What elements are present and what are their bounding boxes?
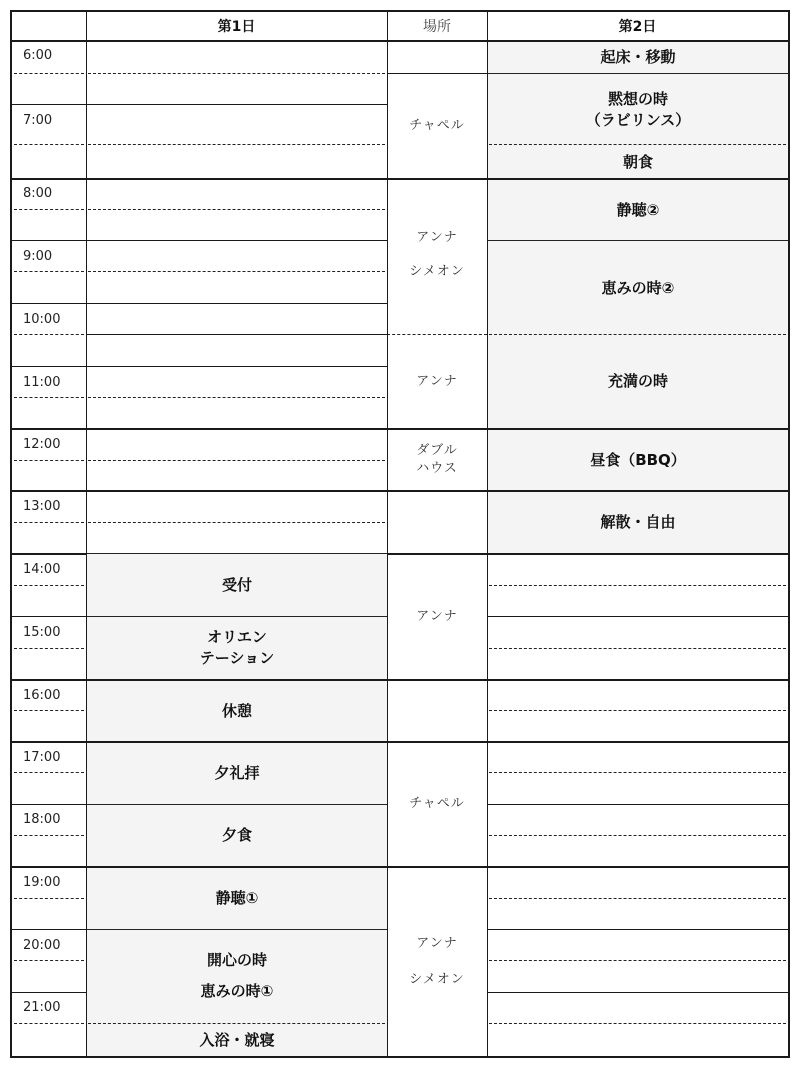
time-label: 8:00: [23, 186, 53, 201]
time-label: 14:00: [23, 562, 61, 577]
place-cell: [387, 179, 487, 334]
row-divider: [12, 240, 86, 241]
row-divider: [86, 240, 387, 241]
place-label: アンナ: [416, 373, 458, 389]
row-divider: [487, 553, 788, 555]
row-divider: [14, 648, 84, 649]
row-divider: [12, 104, 86, 105]
row-divider: [487, 804, 788, 805]
row-divider: [86, 334, 387, 335]
activity-label: 朝食: [622, 152, 653, 171]
activity-label: 夕食: [221, 826, 252, 844]
place-label: アンナ: [416, 230, 458, 245]
row-divider: [86, 178, 387, 180]
row-divider: [14, 460, 84, 461]
activity-block: [87, 679, 387, 742]
row-divider: [487, 741, 788, 743]
place-label: シメオン: [409, 972, 465, 987]
place-label: チャペル: [409, 796, 465, 811]
time-label: 20:00: [23, 938, 61, 953]
row-divider: [487, 866, 788, 868]
row-divider: [489, 835, 786, 836]
row-divider: [489, 648, 786, 649]
row-divider: [14, 73, 84, 74]
row-divider: [12, 866, 86, 868]
time-label: 12:00: [23, 437, 61, 452]
activity-label: 休憩: [221, 701, 252, 720]
activity-block: [87, 616, 387, 680]
time-label: 17:00: [23, 750, 61, 765]
row-divider: [489, 710, 786, 711]
activity-label: 静聴①: [215, 889, 259, 907]
time-label: 9:00: [23, 249, 53, 264]
activity-label: 昼食（BBQ）: [590, 450, 686, 469]
row-divider: [489, 1023, 786, 1024]
activity-block: [488, 240, 788, 335]
row-divider: [12, 178, 86, 180]
row-divider: [88, 73, 385, 74]
activity-block: [488, 178, 788, 241]
time-label: 13:00: [23, 499, 61, 514]
row-divider: [489, 898, 786, 899]
activity-label: 起床・移動: [600, 48, 676, 66]
row-divider: [12, 553, 86, 555]
activity-block: [488, 490, 788, 554]
row-divider: [387, 679, 487, 681]
time-label: 15:00: [23, 625, 61, 640]
time-label: 21:00: [23, 1000, 61, 1015]
activity-block: [87, 929, 387, 1024]
row-divider: [88, 397, 385, 398]
place-label: ハウス: [416, 460, 458, 476]
row-divider: [14, 898, 84, 899]
row-divider: [14, 960, 84, 961]
place-cell: [387, 335, 487, 428]
row-divider: [14, 585, 84, 586]
time-label: 11:00: [23, 375, 61, 390]
row-divider: [12, 303, 86, 304]
row-divider: [14, 710, 84, 711]
row-divider: [489, 585, 786, 586]
activity-label: 開心の時: [206, 951, 267, 969]
row-divider: [14, 1023, 84, 1024]
place-cell: [387, 74, 487, 178]
row-divider: [12, 992, 86, 993]
place-cell: [387, 742, 487, 866]
activity-label: テーション: [199, 649, 275, 667]
row-divider: [14, 522, 84, 523]
place-cell: [387, 867, 487, 1056]
row-divider: [12, 366, 86, 367]
row-divider: [14, 271, 84, 272]
row-divider: [88, 271, 385, 272]
header-day2: 第2日: [487, 12, 788, 42]
row-divider: [88, 209, 385, 210]
row-divider: [86, 490, 387, 492]
activity-block: [488, 42, 788, 74]
row-divider: [489, 772, 786, 773]
header-time-cell: [12, 12, 86, 42]
time-label: 18:00: [23, 812, 61, 827]
activity-block: [87, 866, 387, 930]
time-label: 10:00: [23, 312, 61, 327]
row-divider: [487, 616, 788, 617]
activity-block: [488, 428, 788, 491]
row-divider: [14, 334, 84, 335]
header-day1: 第1日: [86, 12, 387, 42]
row-divider: [14, 772, 84, 773]
activity-label: 解散・自由: [600, 513, 676, 531]
time-label: 7:00: [23, 113, 53, 128]
time-label: 19:00: [23, 875, 61, 890]
activity-block: [87, 741, 387, 805]
row-divider: [487, 929, 788, 930]
activity-label: 充満の時: [607, 372, 668, 390]
row-divider: [14, 397, 84, 398]
activity-label: 恵みの時①: [200, 982, 274, 1000]
time-label: 16:00: [23, 688, 61, 703]
place-label: ダブル: [416, 442, 458, 458]
row-divider: [86, 366, 387, 367]
row-divider: [489, 960, 786, 961]
row-divider: [86, 104, 387, 105]
activity-label: 静聴②: [616, 200, 660, 219]
activity-block: [488, 335, 788, 429]
activity-label: オリエン: [207, 628, 267, 646]
row-divider: [12, 804, 86, 805]
place-label: アンナ: [416, 936, 458, 951]
row-divider: [387, 490, 487, 492]
activity-label: 恵みの時②: [601, 278, 675, 297]
activity-label: （ラビリンス）: [585, 110, 691, 129]
row-divider: [86, 303, 387, 304]
place-cell: [387, 554, 487, 679]
row-divider: [88, 144, 385, 145]
activity-block: [488, 145, 788, 179]
row-divider: [88, 522, 385, 523]
activity-label: 黙想の時: [607, 89, 668, 108]
activity-block: [488, 73, 788, 145]
row-divider: [86, 428, 387, 430]
row-divider: [12, 929, 86, 930]
place-label: シメオン: [409, 264, 465, 279]
activity-block: [87, 804, 387, 867]
row-divider: [12, 741, 86, 743]
row-divider: [487, 679, 788, 681]
row-divider: [12, 679, 86, 681]
header-place: 場所: [387, 12, 487, 42]
activity-label: 入浴・就寝: [199, 1030, 275, 1049]
activity-block: [87, 1024, 387, 1056]
row-divider: [14, 144, 84, 145]
place-label: アンナ: [416, 608, 458, 624]
row-divider: [14, 209, 84, 210]
place-cell: [387, 429, 487, 490]
row-divider: [12, 490, 86, 492]
row-divider: [88, 460, 385, 461]
activity-label: 夕礼拝: [214, 764, 260, 782]
activity-label: 受付: [221, 575, 252, 594]
activity-block: [87, 553, 387, 617]
row-divider: [12, 428, 86, 430]
place-label: チャペル: [409, 118, 465, 133]
row-divider: [14, 835, 84, 836]
row-divider: [487, 992, 788, 993]
row-divider: [12, 616, 86, 617]
time-label: 6:00: [23, 48, 53, 63]
